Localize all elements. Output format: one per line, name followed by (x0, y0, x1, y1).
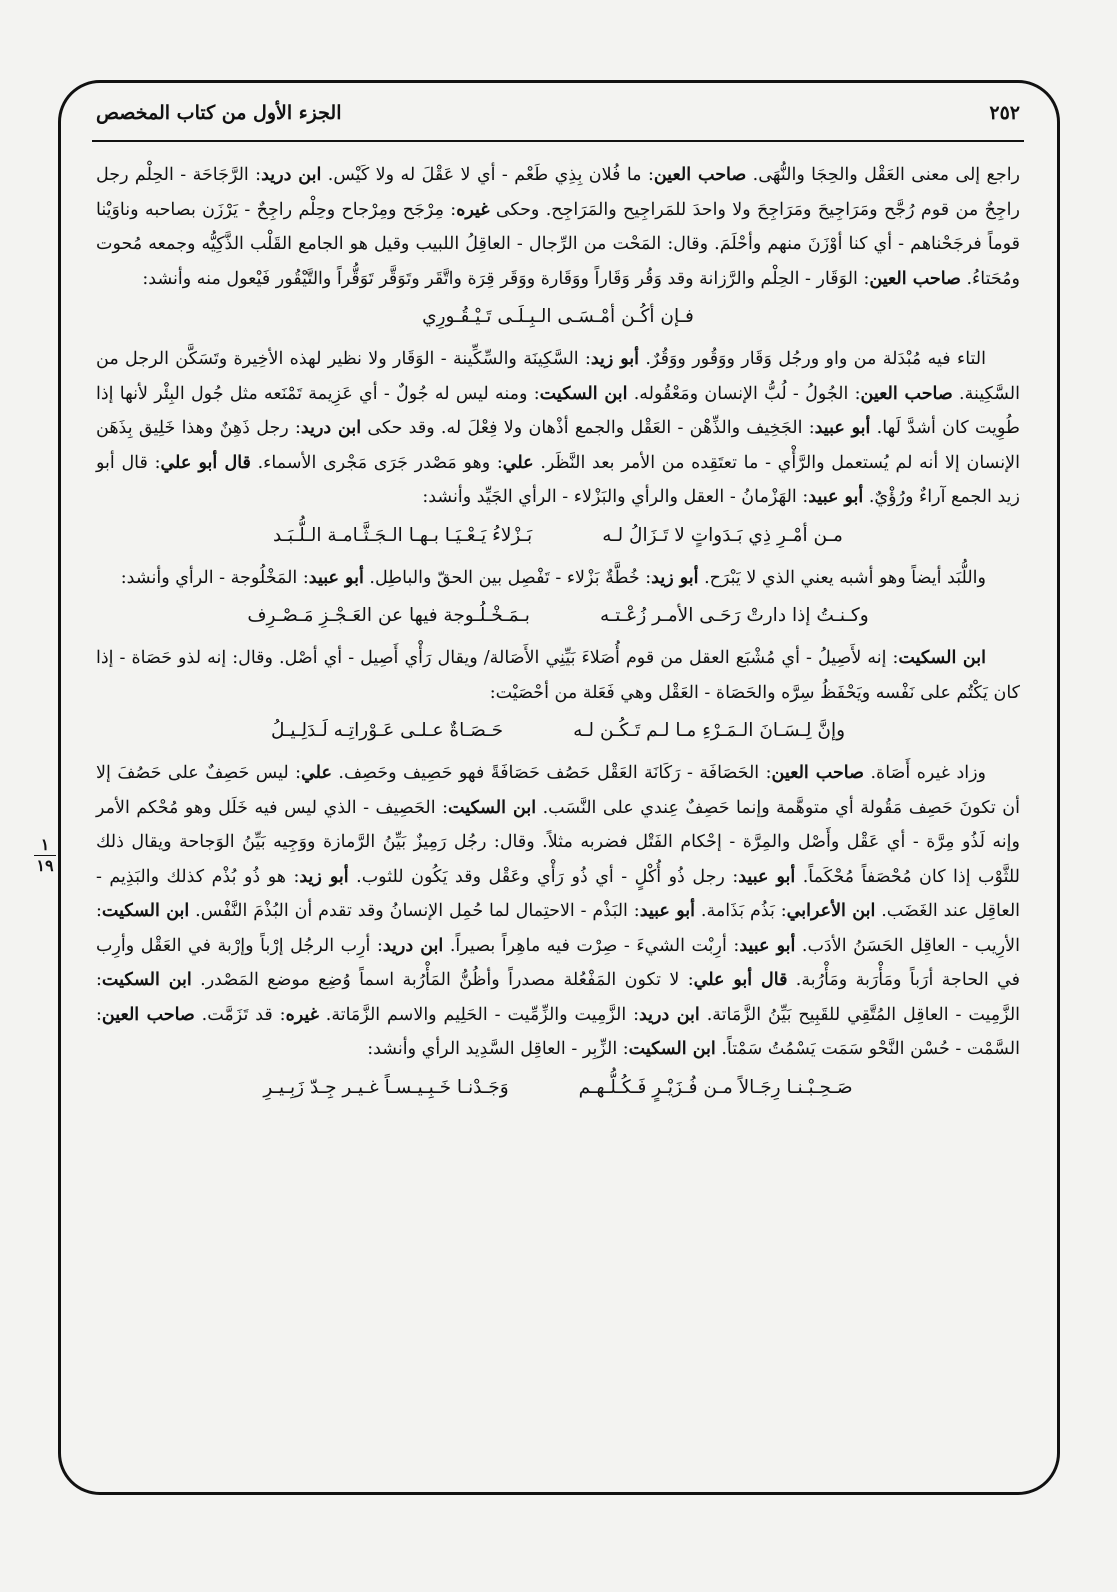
margin-note-bottom: ١٩ (36, 856, 54, 875)
page-header (96, 96, 1020, 130)
speaker-name: أبو زيد (299, 866, 349, 887)
text-run: : رجل ذَهِنٌ وهذا خَلِيق بِذَهَن الإنسان إلا أنه لم يُستعمل والرَّأْي - ما تعتَقِده من الأمر بعد النَّظَر. (96, 418, 1020, 473)
text-run: : الجَخِيف والذِّهْن - العَقْل والجمع أذْهان ولا فِعْلَ له. وقد حكى (361, 418, 815, 438)
speaker-name: علي (502, 452, 534, 473)
text-run: : قد تَزَمَّت. (194, 1004, 286, 1025)
text-run: : أرِبْت الشيءَ - صِرْت فيه ماهِراً بصيراً. (443, 935, 740, 956)
text-run: : المَخْلُوجة - الرأي وأنشد: (120, 567, 309, 588)
text-run: : السَّمْت - حُسْن النَّحْو سَمَت يَسْمُتُ سَمْتاً. (96, 1004, 1020, 1059)
verse-second-hemistich: وَجَـدْنـا خَـبِـيـسـاً غـيـر جِـدّ زَبِـيـرِ (263, 1076, 509, 1098)
speaker-name: أبو عبيد (738, 866, 796, 887)
text-run: التاء فيه مُبْدَلة من واو ورجُل وَقَار ووَقُور ووَقُرٌ. (639, 349, 986, 369)
text-run: : خُطَّةٌ بَزْلاء - تَفْصِل بين الحقّ والباطِل. (363, 567, 652, 588)
speaker-name: صاحب العين (860, 383, 953, 404)
text-run: : وهو مَصْدر جَرَى مَجْرى الأسماء. (250, 452, 503, 473)
text-run: : الجُولُ - لُبُّ الإنسان ومَعْقُوله. (627, 383, 861, 404)
speaker-name: علي (301, 763, 332, 783)
text-run: : الحَصِيف - الذي ليس فيه خَلَل وهو مُحْكم الأمر وإنه لَذُو مِرَّة - أي عَقْل وأَصْل والمِرَّة - إحْكام الفَتْل فضربه مثلاً. وقال: رجُل رَمِيزٌ بَيِّنُ الرَّمازة ووَجِيه بَيِّنُ الوَجاحة ويقال ذلك للثَّوْب إذا كان مُحْصَفاً مُحْكَماً. (96, 797, 1020, 887)
speaker-name: ابن دريد (300, 418, 362, 438)
text-run: واللُّبَد أيضاً وهو أشبه يعني الذي لا يَبْرَح. (698, 567, 986, 588)
paragraph-4 (96, 641, 1020, 710)
speaker-name: قال أبو علي (160, 452, 251, 473)
verse-second-hemistich: بـمَـخْـلُـوجة فيها عن العَـجْـزِ مَـصْـرِف (247, 605, 530, 626)
text-run: : لا تكون المَفْعُلة مصدراً وأظُنُّ المَأْرُبة اسماً وُضِع موضع المَصْدر. (191, 970, 694, 990)
text-run: : مِرْجَح ومِرْجاح وحِلْم راجِحٌ - يَرْزَن بصاحبه وناوَيْنا قوماً فرجَحْناهم - أي كنا أوْزَنَ منهم وأحْلَمَ. وقال: المَحْت من الرِّجال - العاقِلُ اللبيب وقيل هو الجامع القَلْب الذَّكِيُّه وجمعه مُحوت ومُحَتاءُ. (96, 199, 1020, 289)
paragraph-3 (96, 561, 1020, 596)
speaker-name: أبو عبيد (808, 487, 864, 507)
speaker-name: أبو عبيد (639, 901, 696, 921)
text-run: : قال أبو زيد الجمع آراءٌ ورُؤْيٌ. (96, 452, 1020, 507)
speaker-name: ابن السكيت (898, 648, 986, 668)
speaker-name: ابن دريد (382, 935, 444, 956)
main-text (96, 158, 1020, 1113)
page-number: ٢٥٢ (989, 102, 1020, 124)
text-run: : الرَّجَاحَة - الحِلْم رجل راجِحٌ من قوم رُجَّح ومَرَاجِيحَ ومَرَاجِحَ ولا واحدَ للمَراجِيح والمَرَاجِح. وحكى (96, 165, 1020, 220)
speaker-name: ابن السكيت (628, 1039, 716, 1059)
speaker-name: أبو زيد (590, 349, 640, 369)
text-run: : ومنه ليس له جُولٌ - أي عَزِيمة تَمْنَعه مثل جُول البِئْر لأنها إذا طُوِيت كان أشدَّ لَها. (96, 383, 1020, 438)
text-run: : رجل ذُو أُكْلٍ - أي ذُو رَأْي وعَقْل وقد يَكُون للثوب. (348, 866, 739, 887)
speaker-name: ابن دريد (261, 165, 322, 185)
text-run: : ما فُلان بِذِي طَعْم - أي لا عَقْلَ له ولا كَيْس. (321, 165, 654, 185)
text-run: : هو ذُو بُذْم كذلك والبَذِيم - العاقِل عند الغَضَب. (96, 866, 1021, 921)
speaker-name: أبو عبيد (739, 935, 796, 956)
text-run: : الزَّمِيت - العاقِل المُتَّقِي للقَبِيح بَيِّنُ الزَّمَاتة. (96, 970, 1021, 1025)
text-run: : إنه لأَصِيلُ - أي مُشْبَع العقل من قوم أُصَلاءَ بَيِّنِي الأَصَالة/ ويقال رَأْي أَصِيل - أي أصْل. وقال: إنه لذو حَصَاة - إذا كان يَكْتُم على نَفْسه ويَحْفَظُ سِرَّه والحَصَاة - العَقْل وهي فَعَلة من أحْصَيْت: (96, 648, 1020, 703)
text-run: : الأرِيب - العاقِل الحَسَنُ الأدَب. (96, 901, 1021, 956)
speaker-name: صاحب العين (653, 165, 747, 185)
speaker-name: صاحب العين (869, 268, 961, 289)
speaker-name: أبو عبيد (814, 418, 871, 438)
speaker-name: صاحب العين (771, 763, 864, 783)
speaker-name: ابن السكيت (448, 797, 537, 818)
verse-3 (96, 601, 1020, 631)
text-run: راجع إلى معنى العَقْل والحِجَا والنُّهَى. (746, 165, 1021, 185)
speaker-name: ابن السكيت (101, 901, 190, 921)
paragraph-5 (96, 756, 1020, 1067)
text-run: : البَذْم - الاحتِمال لما حُمِل الإنسانُ وقد تقدم أن البُذْمَ النَّفْس. (189, 901, 640, 921)
margin-note-top: ١ (40, 835, 50, 854)
speaker-name: أبو عبيد (308, 567, 364, 588)
paragraph-2 (96, 342, 1020, 515)
verse-first-hemistich: وإنَّ لِـسَـانَ الـمَـرْءِ مـا لـم تَـكُـن لـه (573, 720, 846, 741)
verse-1 (96, 302, 1020, 332)
verse-first-hemistich: مـن أمْـرِ ذِي بَـدَواتٍ لا تَـزَالُ لـه (602, 524, 843, 546)
text-run: : الزِّبِر - العاقِل السَّدِيد الرأي وأنشد: (367, 1039, 629, 1059)
verse-line: فـإن أكُـن أمْـسَـى الـبِـلَـى تَـيْـقُـورِي (422, 306, 694, 327)
speaker-name: أبو زيد (651, 567, 699, 588)
verse-2 (96, 521, 1020, 551)
speaker-name: ابن السكيت (101, 970, 192, 990)
margin-folio-note (32, 836, 58, 875)
header-rule (92, 140, 1024, 142)
speaker-name: ابن السكيت (539, 383, 628, 404)
speaker-name: غيره (285, 1004, 319, 1025)
speaker-name: ابن الأعرابي (786, 901, 876, 921)
text-run: : بَذُم بَذَامة. (695, 901, 787, 921)
text-run: : الوَقَار - الحِلْم والرَّزانة وقد وَقُر وَقَاراً ووَقَارة ووَقَر قِرَة واتَّقَر وتَوَقَّر تَوَقُّراً والتَّيْقُور فَيْعول منه وأنشد: (142, 268, 870, 289)
text-run: : أرِب الرجُل إرْباً وإرْبة في العَقْل وأرِب في الحاجة أرَباً ومَأْرَبة ومَأْرُبة. (96, 935, 1020, 990)
text-run: : ليس حَصِفٌ على حَصُفَ إلا أن تكونَ حَصِف مَقُولة أي متوهَّمة وإنما حَصِفٌ عِندي على النَّسَب. (96, 763, 1020, 818)
paragraph-1 (96, 158, 1020, 296)
book-title: الجزء الأول من كتاب المخصص (96, 102, 342, 124)
verse-4 (96, 716, 1020, 746)
text-run: : الزَّمِيت والزِّمِّيت - الحَلِيم والاسم الزَّمَاتة. (318, 1004, 639, 1025)
text-run: وزاد غيره أَصَاة. (863, 763, 987, 783)
speaker-name: صاحب العين (101, 1004, 195, 1025)
speaker-name: قال أبو علي (693, 970, 788, 990)
speaker-name: غيره (456, 199, 490, 220)
verse-first-hemistich: وكـنـتُ إذا دارتْ رَحَـى الأمـر زُعْـتـه (599, 605, 869, 626)
text-run: : السَّكِينَة والسِّكِّينة - الوَقَار ولا نظير لهذه الأخِيرة وتَسَكَّن الرجل من السَّكِينة. (96, 349, 1020, 404)
verse-5 (96, 1073, 1020, 1103)
speaker-name: ابن دريد (639, 1004, 700, 1025)
verse-second-hemistich: حَـصَـاةٌ عـلـى عَـوْراتِـه لَـدَلِـيـلُ (270, 720, 504, 741)
text-run: : الحَصَافَة - رَكَانَة العَقْل حَصُف حَصَافَةً فهو حَصِيف وحَصِف. (331, 763, 772, 783)
verse-first-hemistich: صَـحِـبْـنـا رِجَـالاً مـن فُـزَيْـرٍ فَـكُـلُّـهـم (578, 1076, 853, 1098)
text-run: : الهَزْمانُ - العقل والرأي والبَزْلاء - الرأي الجَيِّد وأنشد: (422, 487, 809, 507)
verse-second-hemistich: بَـزْلاءُ يَـعْـيَـا بـهـا الـجَـثَّـامـة الـلُّـبَـد (273, 524, 533, 546)
